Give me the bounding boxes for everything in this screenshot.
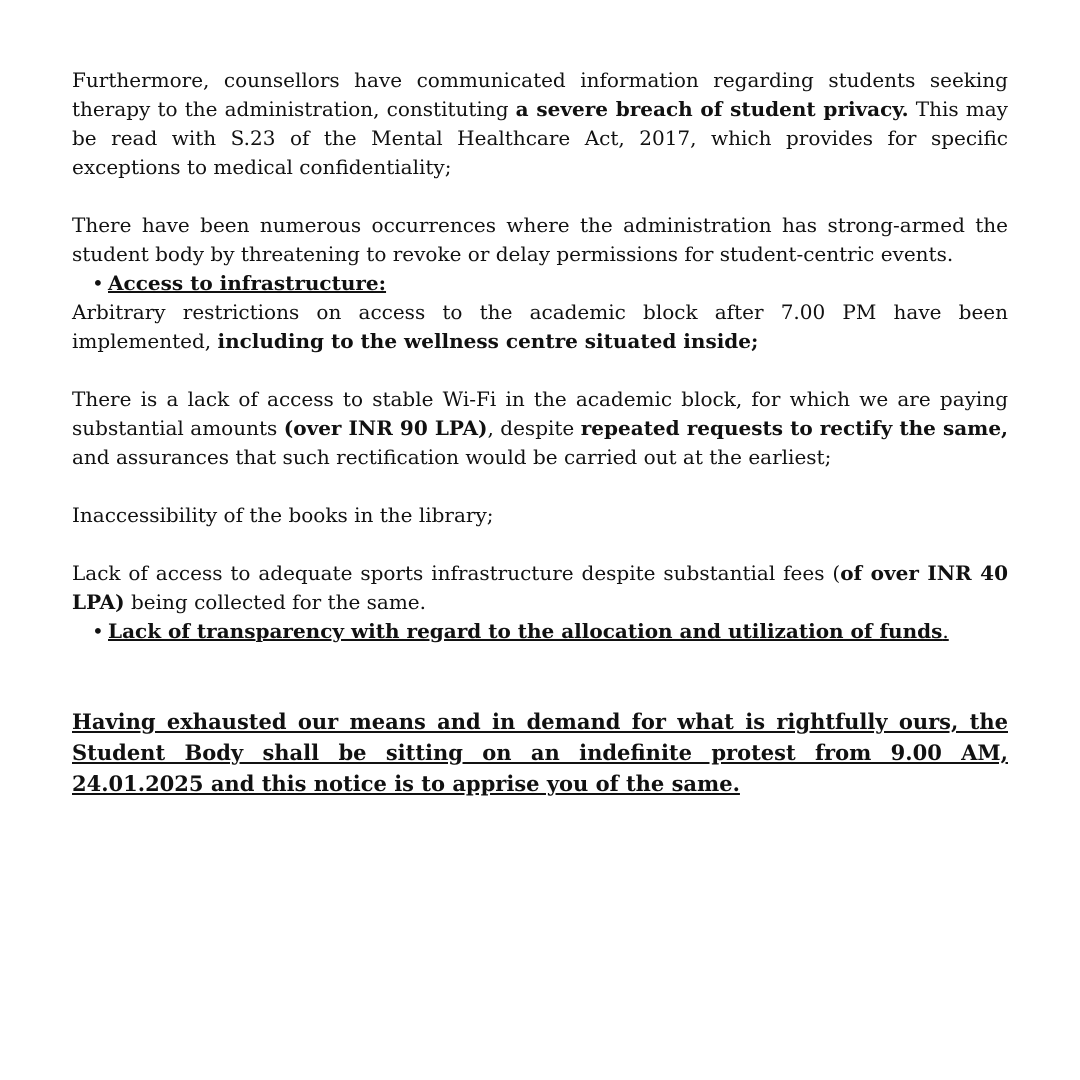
bullet-icon: • — [92, 271, 104, 295]
paragraph-text: and assurances that such rectification would be carried out at the earliest; — [72, 445, 832, 469]
paragraph-wifi — [72, 385, 1008, 472]
bullet-heading — [108, 617, 949, 646]
paragraph-text: Lack of access to adequate sports infrastructure despite substantial fees ( — [72, 561, 841, 585]
paragraph-emphasis: a severe breach of student privacy. — [515, 97, 909, 121]
paragraph-text: Arbitrary restrictions on access to the academic block after 7.00 PM have been implemented, — [72, 300, 1008, 353]
bullet-heading-tail: . — [942, 619, 949, 643]
paragraph-emphasis: repeated requests to rectify the same, — [580, 416, 1009, 440]
paragraph-text: , despite — [487, 416, 581, 440]
paragraph-text: Furthermore, counsellors have communicated information regarding students seeking therapy to the administration, constituting — [72, 68, 1008, 121]
paragraph-emphasis: including to the wellness centre situated inside; — [217, 329, 759, 353]
closing-protest-notice: Having exhausted our means and in demand for what is rightfully ours, the Student Body shall be sitting on an indefinite protest from 9.00 AM, 24.01.2025 and this notice is to apprise you of the same. — [72, 709, 1008, 796]
paragraph-text: There is a lack of access to stable Wi-Fi in the academic block, for which we are paying substantial amounts — [72, 387, 1008, 440]
paragraph-text: This may be read with S.23 of the Mental Healthcare Act, 2017, which provides for specific exceptions to medical confidentiality; — [72, 97, 1008, 179]
paragraph-academic-block-restrictions — [72, 298, 1008, 356]
paragraph-library: Inaccessibility of the books in the library; — [72, 503, 494, 527]
paragraph-strong-arming: There have been numerous occurrences where the administration has strong-armed the student body by threatening to revoke or delay permissions for student-centric events. — [72, 213, 1008, 266]
paragraph-sports — [72, 559, 1008, 617]
bullet-transparency — [72, 617, 1008, 646]
bullet-heading: Access to infrastructure: — [108, 271, 387, 295]
bullet-heading-text: Lack of transparency with regard to the allocation and utilization of funds — [108, 619, 943, 643]
paragraph-counsellor-privacy — [72, 66, 1008, 182]
paragraph-emphasis: (over INR 90 LPA) — [283, 416, 488, 440]
bullet-access-infrastructure — [72, 269, 1008, 298]
paragraph-emphasis: of over INR 40 LPA) — [72, 561, 1008, 614]
paragraph-text: being collected for the same. — [124, 590, 426, 614]
bullet-icon: • — [92, 619, 104, 643]
